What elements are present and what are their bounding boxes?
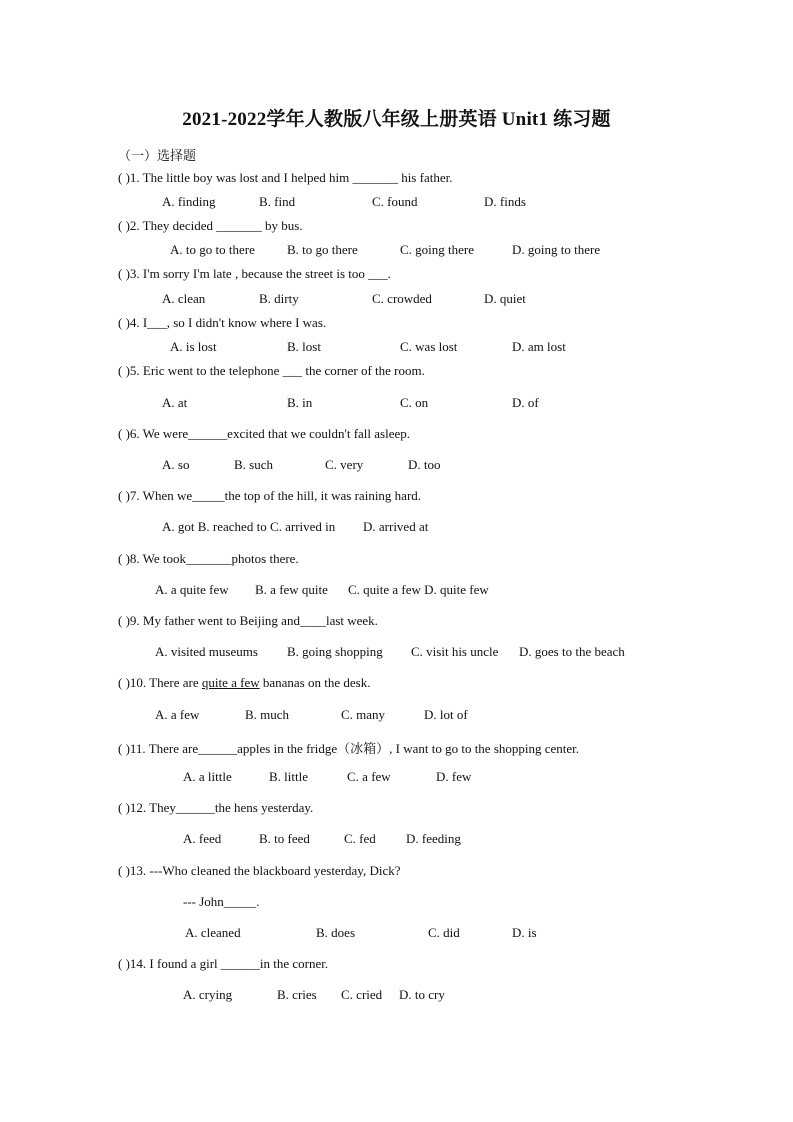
question-4-option-a: A. is lost — [170, 339, 217, 354]
question-14-stem: ( )14. I found a girl ______in the corner. — [118, 956, 329, 971]
question-11-option-d: D. few — [436, 769, 472, 784]
question-14-option-b: B. cries — [277, 987, 317, 1002]
question-3-option-b: B. dirty — [259, 291, 299, 306]
question-6-option-c: C. very — [325, 457, 364, 472]
question-8-options-cd: C. quite a few D. quite few — [348, 582, 489, 597]
question-1-option-d: D. finds — [484, 194, 526, 209]
question-3-option-c: C. crowded — [372, 291, 432, 306]
question-4-stem: ( )4. I___, so I didn't know where I was. — [118, 315, 327, 330]
question-12-option-c: C. fed — [344, 831, 376, 846]
question-9-option-d: D. goes to the beach — [519, 644, 625, 659]
question-11-option-a: A. a little — [183, 769, 232, 784]
question-7-option-d: D. arrived at — [363, 519, 429, 534]
question-3-option-a: A. clean — [162, 291, 206, 306]
question-1-option-a: A. finding — [162, 194, 216, 209]
question-14-option-c: C. cried — [341, 987, 383, 1002]
question-4-option-d: D. am lost — [512, 339, 566, 354]
question-5-option-d: D. of — [512, 395, 539, 410]
question-1-stem: ( )1. The little boy was lost and I helped him _______ his father. — [118, 170, 453, 185]
page-title: 2021-2022学年人教版八年级上册英语 Unit1 练习题 — [182, 109, 611, 130]
question-13-option-b: B. does — [316, 925, 355, 940]
question-13-option-c: C. did — [428, 925, 460, 940]
section-heading: （一）选择题 — [118, 148, 197, 163]
question-12-stem: ( )12. They______the hens yesterday. — [118, 800, 314, 815]
question-2-option-d: D. going to there — [512, 242, 601, 257]
question-8-option-a: A. a quite few — [155, 582, 229, 597]
question-9-option-c: C. visit his uncle — [411, 644, 499, 659]
question-2-option-c: C. going there — [400, 242, 475, 257]
question-11-stem: ( )11. There are______apples in the fridge（冰箱）, I want to go to the shopping center. — [118, 741, 580, 756]
question-11-option-c: C. a few — [347, 769, 391, 784]
question-12-option-a: A. feed — [183, 831, 222, 846]
question-10-stem-end: bananas on the desk. — [259, 675, 371, 690]
question-12-option-b: B. to feed — [259, 831, 310, 846]
question-8-option-b: B. a few quite — [255, 582, 328, 597]
question-10-stem-start: ( )10. There are — [118, 675, 202, 690]
question-1-option-c: C. found — [372, 194, 418, 209]
question-14-option-a: A. crying — [183, 987, 233, 1002]
question-4-option-b: B. lost — [287, 339, 321, 354]
question-10-underlined-phrase: quite a few — [201, 675, 260, 690]
question-3-option-d: D. quiet — [484, 291, 526, 306]
question-6-option-b: B. such — [234, 457, 273, 472]
question-11-option-b: B. little — [269, 769, 308, 784]
question-5-option-a: A. at — [162, 395, 188, 410]
question-13-option-d: D. is — [512, 925, 537, 940]
question-10-option-b: B. much — [245, 707, 290, 722]
question-13-stem: ( )13. ---Who cleaned the blackboard yesterday, Dick? — [118, 863, 401, 878]
question-10-option-c: C. many — [341, 707, 386, 722]
question-3-stem: ( )3. I'm sorry I'm late , because the street is too ___. — [118, 266, 391, 281]
question-6-option-d: D. too — [408, 457, 441, 472]
question-13-response: --- John_____. — [183, 894, 260, 909]
question-10-option-a: A. a few — [155, 707, 200, 722]
question-6-stem: ( )6. We were______excited that we couldn't fall asleep. — [118, 426, 411, 441]
question-10-option-d: D. lot of — [424, 707, 468, 722]
question-2-option-b: B. to go there — [287, 242, 358, 257]
question-9-stem: ( )9. My father went to Beijing and____last week. — [118, 613, 378, 628]
question-13-option-a: A. cleaned — [185, 925, 241, 940]
question-1-option-b: B. find — [259, 194, 296, 209]
question-10-stem — [118, 675, 370, 691]
question-2-option-a: A. to go to there — [170, 242, 255, 257]
question-14-option-d: D. to cry — [399, 987, 445, 1002]
question-9-option-b: B. going shopping — [287, 644, 383, 659]
question-6-option-a: A. so — [162, 457, 190, 472]
question-5-option-c: C. on — [400, 395, 429, 410]
question-7-options-abc: A. got B. reached to C. arrived in — [162, 519, 336, 534]
question-2-stem: ( )2. They decided _______ by bus. — [118, 218, 303, 233]
question-4-option-c: C. was lost — [400, 339, 458, 354]
question-7-stem: ( )7. When we_____the top of the hill, it was raining hard. — [118, 488, 422, 503]
question-9-option-a: A. visited museums — [155, 644, 258, 659]
question-5-stem: ( )5. Eric went to the telephone ___ the corner of the room. — [118, 363, 425, 378]
question-5-option-b: B. in — [287, 395, 313, 410]
question-8-stem: ( )8. We took_______photos there. — [118, 551, 299, 566]
question-12-option-d: D. feeding — [406, 831, 461, 846]
